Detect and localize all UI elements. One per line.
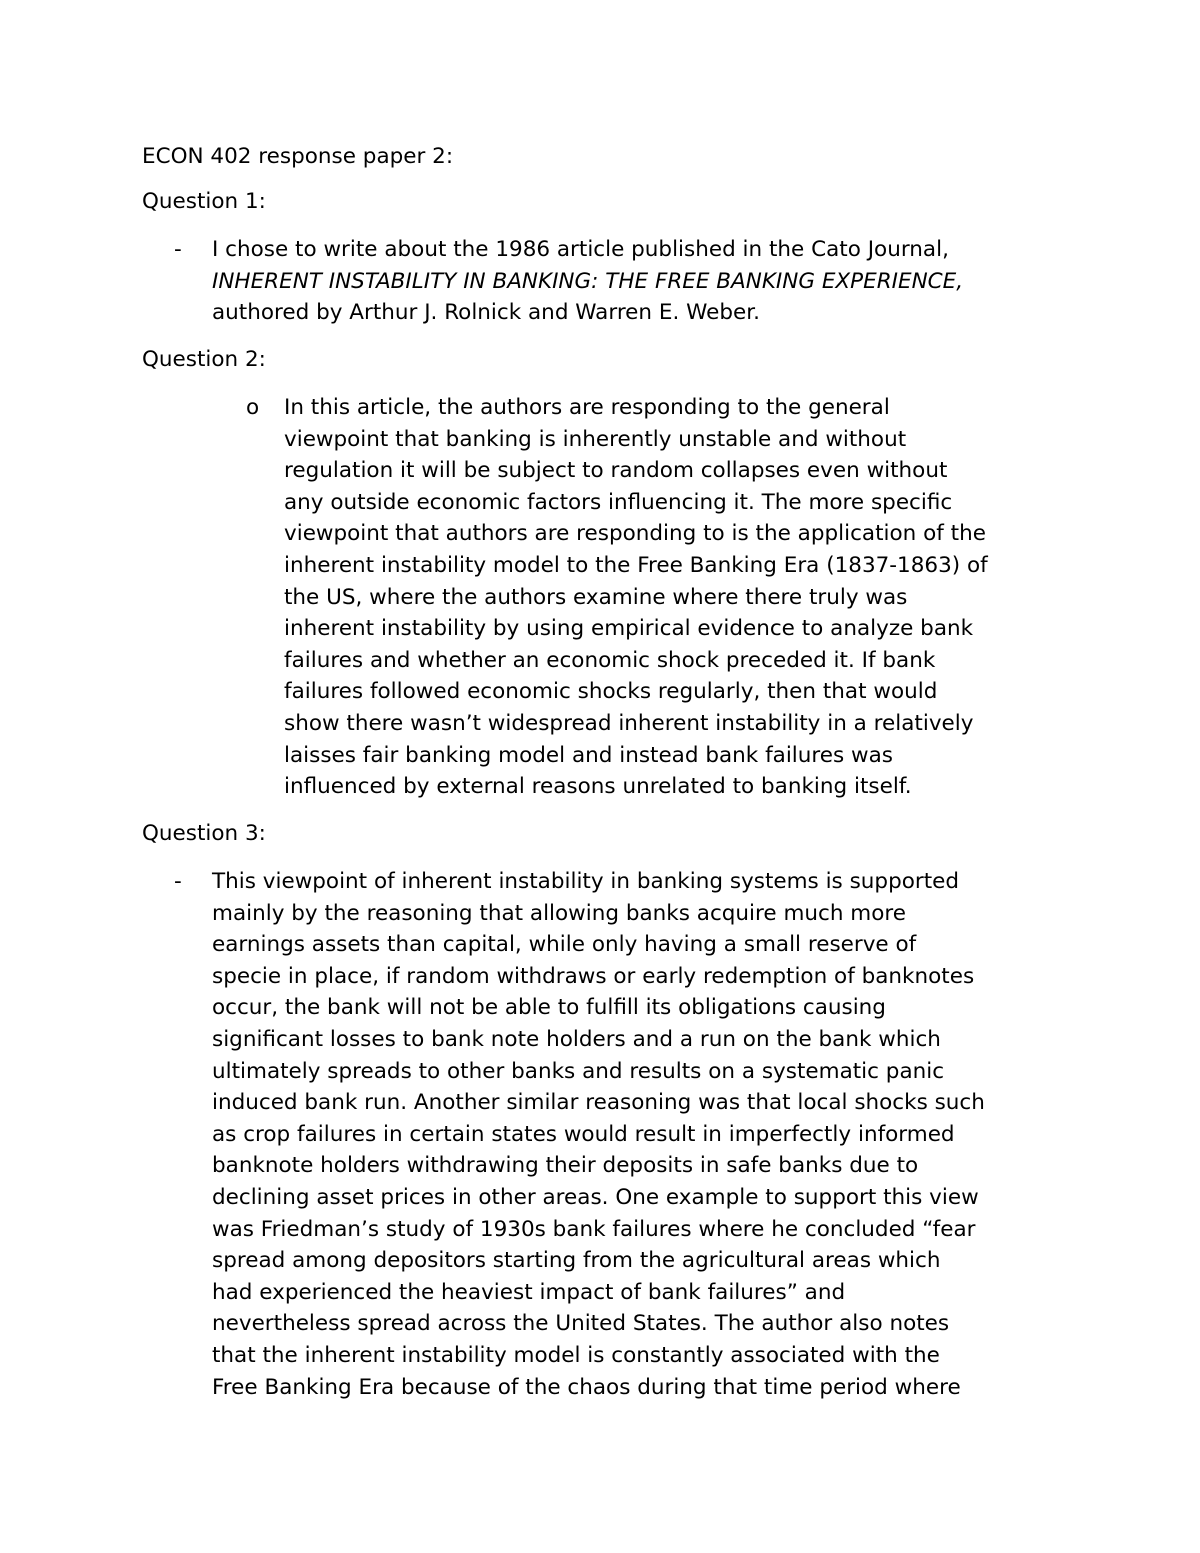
answer-line: regulation it will be subject to random collapses even without	[284, 458, 948, 484]
answer-line: This viewpoint of inherent instability in banking systems is supported	[212, 869, 960, 894]
answer-line: failures followed economic shocks regularly, then that would	[284, 679, 938, 705]
answer-line: inherent instability by using empirical evidence to analyze bank	[284, 616, 974, 642]
answer-line: earnings assets than capital, while only having a small reserve of	[212, 932, 917, 958]
answer-line: the US, where the authors examine where there truly was	[284, 584, 908, 610]
answer-line: viewpoint that banking is inherently unstable and without	[284, 426, 907, 452]
answer-line: mainly by the reasoning that allowing banks acquire much more	[212, 900, 906, 926]
answer-line: viewpoint that authors are responding to is the application of the	[284, 521, 986, 547]
answer-line: ultimately spreads to other banks and results on a systematic panic	[212, 1058, 945, 1084]
answer-line: declining asset prices in other areas. One example to support this view	[212, 1184, 979, 1210]
question-2-bullet: o	[246, 395, 260, 420]
answer-line: In this article, the authors are responding to the general	[284, 395, 890, 420]
answer-line: induced bank run. Another similar reasoning was that local shocks such	[212, 1090, 985, 1116]
answer-line: spread among depositors starting from the agricultural areas which	[212, 1248, 941, 1274]
answer-line: that the inherent instability model is constantly associated with the	[212, 1342, 940, 1368]
answer-line: show there wasn’t widespread inherent instability in a relatively	[284, 710, 974, 736]
question-1-bullet: -	[174, 237, 182, 262]
question-2-answer	[284, 392, 988, 803]
question-1-heading: Question 1:	[142, 189, 266, 214]
answer-line: influenced by external reasons unrelated to banking itself.	[284, 774, 912, 800]
answer-line: as crop failures in certain states would result in imperfectly informed	[212, 1121, 955, 1147]
answer-line: banknote holders withdrawing their deposits in safe banks due to	[212, 1153, 919, 1179]
answer-line: significant losses to bank note holders and a run on the bank which	[212, 1026, 941, 1052]
answer-line: nevertheless spread across the United States. The author also notes	[212, 1311, 950, 1337]
article-title: INHERENT INSTABILITY IN BANKING: THE FREE BANKING EXPERIENCE,	[212, 268, 964, 294]
question-3-bullet: -	[174, 869, 182, 894]
answer-line: specie in place, if random withdraws or early redemption of banknotes	[212, 963, 975, 989]
answer-line: inherent instability model to the Free Banking Era (1837-1863) of	[284, 552, 988, 578]
answer-line: was Friedman’s study of 1930s bank failures where he concluded “fear	[212, 1216, 976, 1242]
answer-line: I chose to write about the 1986 article published in the Cato Journal,	[212, 237, 949, 262]
answer-line: laisses fair banking model and instead bank failures was	[284, 742, 893, 768]
answer-line: had experienced the heaviest impact of bank failures” and	[212, 1279, 846, 1305]
question-2-heading: Question 2:	[142, 347, 266, 372]
question-1-answer	[212, 234, 963, 329]
answer-line: Free Banking Era because of the chaos during that time period where	[212, 1374, 961, 1400]
question-3-heading: Question 3:	[142, 821, 266, 846]
answer-line: any outside economic factors influencing it. The more specific	[284, 489, 953, 515]
answer-line: authored by Arthur J. Rolnick and Warren E. Weber.	[212, 300, 760, 326]
document-title: ECON 402 response paper 2:	[142, 144, 454, 169]
answer-line: failures and whether an economic shock preceded it. If bank	[284, 647, 936, 673]
question-3-answer	[212, 866, 985, 1403]
answer-line: occur, the bank will not be able to fulfill its obligations causing	[212, 995, 886, 1021]
